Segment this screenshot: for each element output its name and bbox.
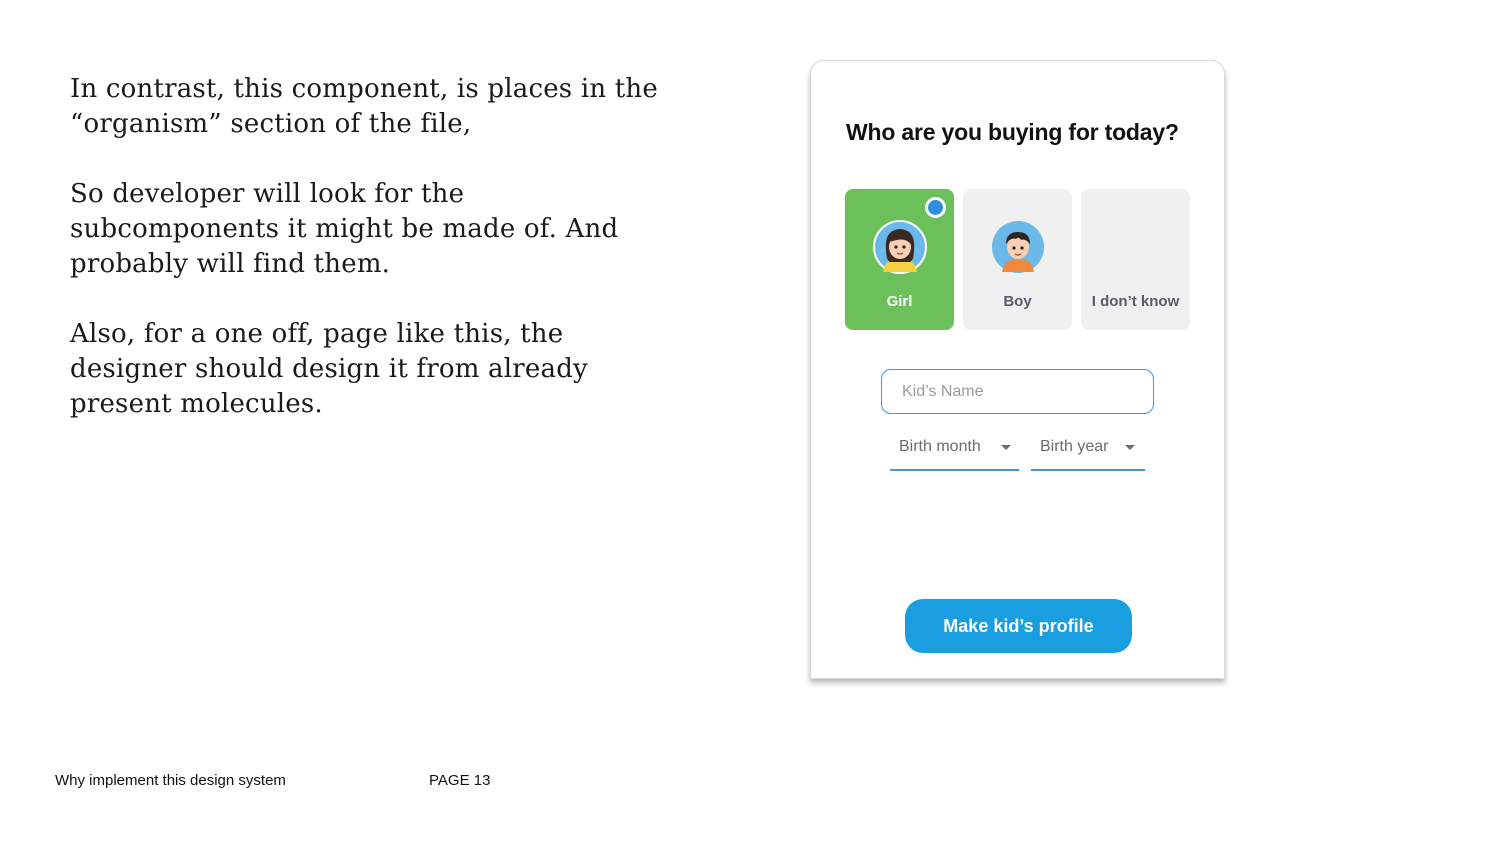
option-label-boy: Boy: [1003, 293, 1032, 310]
kid-profile-card: [810, 60, 1225, 679]
slide-body-text: [70, 72, 680, 457]
birth-month-label: Birth month: [899, 438, 981, 455]
girl-avatar-icon: [873, 220, 927, 274]
footer-page-number: PAGE 13: [429, 772, 491, 789]
paragraph-3: Also, for a one off, page like this, the designer should design it from already present molecules.: [70, 319, 588, 419]
paragraph-2: So developer will look for the subcomponents it might be made of. And probably will find them.: [70, 179, 619, 279]
option-label-unknown: I don’t know: [1091, 293, 1180, 310]
footer-title: Why implement this design system: [55, 772, 286, 789]
option-girl[interactable]: [845, 189, 954, 330]
paragraph-1: In contrast, this component, is places in the “organism” section of the file,: [70, 74, 658, 139]
make-kids-profile-button[interactable]: Make kid’s profile: [905, 599, 1132, 653]
option-unknown[interactable]: [1081, 189, 1190, 330]
option-label-girl: Girl: [886, 293, 913, 310]
card-title: Who are you buying for today?: [846, 119, 1179, 145]
birth-year-label: Birth year: [1040, 438, 1109, 455]
radio-selected-icon: [925, 197, 946, 218]
birth-month-select[interactable]: [890, 433, 1019, 471]
kid-name-input[interactable]: [881, 369, 1154, 414]
boy-avatar-icon: [991, 220, 1045, 274]
option-boy[interactable]: [963, 189, 1072, 330]
chevron-down-icon: [1001, 445, 1011, 450]
birth-year-select[interactable]: [1031, 433, 1145, 471]
chevron-down-icon: [1125, 445, 1135, 450]
